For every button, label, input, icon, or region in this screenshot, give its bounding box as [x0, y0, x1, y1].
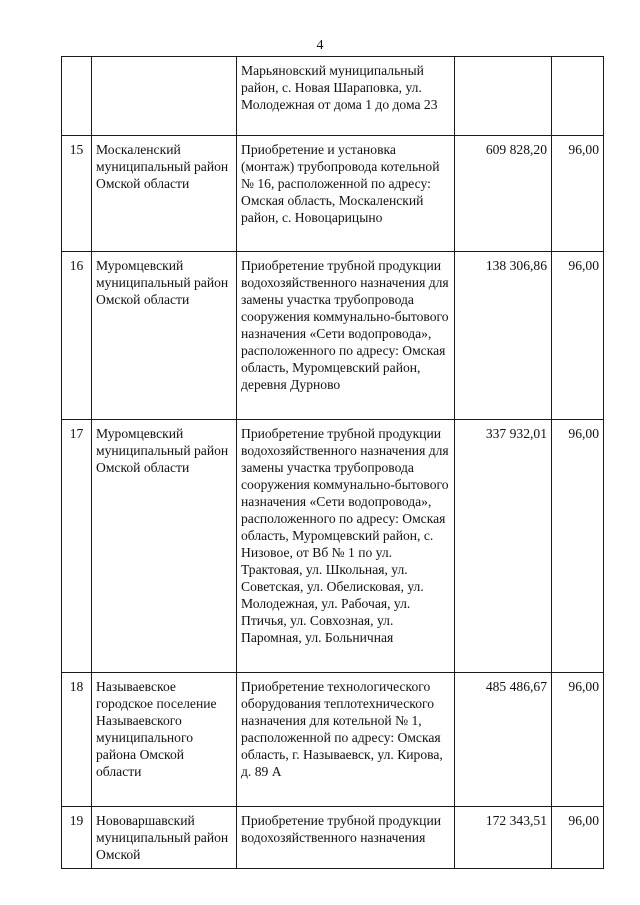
page-number: 4 [316, 38, 324, 53]
description-cell: Приобретение трубной продукции водохозяйственного назначения для замены участка трубопровода сооружения коммунально-бытового назначения «Сети водопровода», расположенного по адресу: Омская область, Муромцевский район, деревня Дурново [237, 252, 455, 420]
percent-cell: 96,00 [552, 252, 604, 420]
amount-cell: 609 828,20 [455, 136, 552, 252]
amount-cell: 138 306,86 [455, 252, 552, 420]
beneficiary-cell: Муромцевский муниципальный район Омской области [92, 252, 237, 420]
amount-cell: 337 932,01 [455, 420, 552, 673]
table-row [62, 673, 604, 807]
amount-cell [455, 57, 552, 136]
beneficiary-cell: Нововаршавский муниципальный район Омской [92, 807, 237, 869]
description-cell: Марьяновский муниципальный район, с. Новая Шараповка, ул. Молодежная от дома 1 до дома 23 [237, 57, 455, 136]
table-row [62, 420, 604, 673]
description-cell: Приобретение трубной продукции водохозяйственного назначения [237, 807, 455, 869]
description-cell: Приобретение и установка (монтаж) трубопровода котельной № 16, расположенной по адресу: Омская область, Москаленский район, с. Новоцарицыно [237, 136, 455, 252]
percent-cell: 96,00 [552, 673, 604, 807]
row-number: 17 [62, 420, 92, 673]
percent-cell: 96,00 [552, 420, 604, 673]
beneficiary-cell: Москаленский муниципальный район Омской области [92, 136, 237, 252]
row-number: 19 [62, 807, 92, 869]
percent-cell: 96,00 [552, 807, 604, 869]
percent-cell: 96,00 [552, 136, 604, 252]
percent-cell [552, 57, 604, 136]
subsidy-table [61, 56, 604, 869]
description-cell: Приобретение технологического оборудования теплотехнического назначения для котельной № 1, расположенной по адресу: Омская область, г. Называевск, ул. Кирова, д. 89 А [237, 673, 455, 807]
row-number: 16 [62, 252, 92, 420]
table-row [62, 136, 604, 252]
table-row [62, 57, 604, 136]
amount-cell: 172 343,51 [455, 807, 552, 869]
row-number: 18 [62, 673, 92, 807]
row-number: 15 [62, 136, 92, 252]
amount-cell: 485 486,67 [455, 673, 552, 807]
beneficiary-cell: Муромцевский муниципальный район Омской области [92, 420, 237, 673]
beneficiary-cell: Называевское городское поселение Называевского муниципального района Омской области [92, 673, 237, 807]
description-cell: Приобретение трубной продукции водохозяйственного назначения для замены участка трубопровода сооружения коммунально-бытового назначения «Сети водопровода», расположенного по адресу: Омская область, Муромцевский район, с. Низовое, от Вб № 1 по ул. Трактовая, ул. Школьная, ул. Советская, ул. Обелисковая, ул. Молодежная, ул. Рабочая, ул. Птичья, ул. Совхозная, ул. Паромная, ул. Больничная [237, 420, 455, 673]
row-number [62, 57, 92, 136]
table-row [62, 252, 604, 420]
table-row [62, 807, 604, 869]
beneficiary-cell [92, 57, 237, 136]
